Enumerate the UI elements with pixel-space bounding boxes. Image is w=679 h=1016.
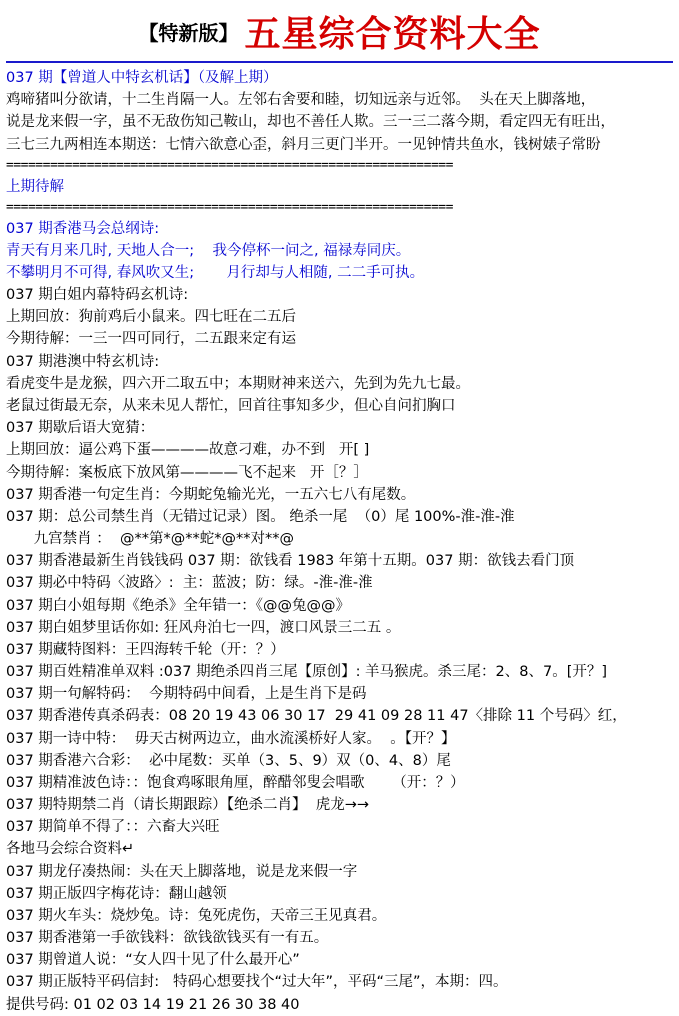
text-line: 037 期香港马会总纲诗:	[6, 220, 160, 237]
text-line: 037 期火车头：烧炒兔。诗：兔死虎伤，天帝三王见真君。	[6, 907, 387, 924]
text-line: 今期待解：一三一四可同行，二五跟来定有运	[6, 331, 296, 348]
page-header	[0, 0, 679, 59]
text-line: 九宫禁肖 ： @**第*@**蛇*@**对**@	[6, 531, 294, 548]
text-line: 037 期龙仔凑热闹：头在天上脚落地，说是龙来假一字	[6, 863, 358, 880]
text-line: 037 期【曾道人中特玄机话】（及解上期）	[6, 70, 278, 86]
header-divider	[6, 61, 673, 63]
text-line: 上期回放：逼公鸡下蛋————故意刁难，办不到 开[ ]	[6, 442, 370, 459]
text-line: 老鼠过街最无奈，从来未见人帮忙，回首往事知多少，但心自问扪胸口	[6, 397, 456, 414]
text-line: 037 期歇后语大宽猜：	[6, 420, 155, 437]
text-line: 上期回放：狗前鸡后小鼠来。四七旺在二五后	[6, 309, 296, 326]
text-line: 说是龙来假一字，虽不无敌伤知己鞍山，却也不善任人欺。三一三二落今期，看定四无有旺出，	[6, 114, 615, 131]
text-line: 037 期港澳中特玄机诗:	[6, 353, 160, 370]
separator-line: =============================================================	[6, 157, 453, 173]
text-line: 037 期藏特图料：王四海转千轮（开：？）	[6, 641, 285, 658]
text-line: 037 期正版四字梅花诗：翻山越领	[6, 885, 227, 902]
text-line: 037 期百姓精准单双料 :037 期绝杀四肖三尾【原创】: 羊马猴虎。杀三尾：2、8、7。[开？]	[6, 664, 608, 681]
text-line: 提供号码: 01 02 03 14 19 21 26 30 38 40	[6, 996, 300, 1013]
separator-line: =============================================================	[6, 199, 453, 215]
text-line: 青天有月来几时, 天地人合一; 我今停杯一问之, 福禄寿同庆。	[6, 242, 411, 259]
text-line: 鸡啼猪叫分欲请，十二生肖隔一人。左邻右舍要和睦，切知远亲与近邻。 头在天上脚落地，	[6, 92, 596, 109]
text-line: 037 期一句解特码： 今期特码中间看，上是生肖下是码	[6, 686, 367, 703]
text-line: 037 期：总公司禁生肖（无错过记录）图。 绝杀一尾 （0）尾 100%-淮-淮-淮	[6, 508, 515, 525]
text-line: 037 期香港第一手欲钱料：欲钱欲钱买有一有五。	[6, 930, 329, 947]
text-line: 037 期香港六合彩： 必中尾数：买单（3、5、9）双（0、4、8）尾	[6, 752, 451, 769]
text-line: 037 期精准波色诗：：饱食鸡啄眼角厘，醉醋邻叟会唱歌 （开：？）	[6, 774, 465, 791]
text-line: 各地马会综合资料↵	[6, 841, 135, 858]
text-line: 037 期简单不得了：：六畜大兴旺	[6, 819, 220, 836]
text-line: 今期待解：案板底下放风第————飞不起来 开［？］	[6, 464, 368, 481]
text-line: 037 期白姐内幕特码玄机诗:	[6, 287, 189, 304]
text-line: 037 期必中特码〈波路〉: 主：蓝波；防：绿。-淮-淮-淮	[6, 575, 373, 592]
text-line: 上期待解	[6, 178, 64, 195]
text-line: 037 期白姐梦里话你如: 狂风舟泊七一四，渡口风景三二五 。	[6, 619, 401, 636]
text-line: 037 期白小姐每期《绝杀》全年错一：《@@兔@@》	[6, 597, 351, 614]
text-line: 037 期香港传真杀码表：08 20 19 43 06 30 17 29 41 09 28 11 47〈排除 11 个号码〉红，	[6, 708, 627, 725]
text-line: 不攀明月不可得, 春风吹又生; 月行却与人相随, 二二手可执。	[6, 264, 425, 281]
text-line: 037 期一诗中特： 毋天古树两边立，曲水流溪桥好人家。 。【开？】	[6, 730, 456, 747]
page-title: 五星综合资料大全	[244, 14, 541, 55]
text-line: 看虎变牛是龙猴，四六开二取五中；本期财神来送六，先到为先九七最。	[6, 375, 470, 392]
text-line: 037 期香港最新生肖钱钱码 037 期：欲钱看 1983 年第十五期。037 期：欲钱去看门顶	[6, 553, 575, 570]
text-line: 037 期正版特平码信封: 特码心想要找个“过大年”，平码“三尾”，本期：四。	[6, 974, 508, 991]
text-line: 037 期曾道人说：“女人四十见了什么最开心”	[6, 952, 300, 969]
header-tag: 【特新版】	[138, 21, 239, 45]
text-line: 三七三九两相连本期送：七情六欲意心歪，斜月三更门半开。一见钟情共鱼水，钱树婊子常盼	[6, 136, 601, 153]
text-line: 037 期特期禁二肖（请长期跟踪）【绝杀二肖】 虎龙→→	[6, 797, 370, 814]
text-line: 037 期香港一句定生肖：今期蛇兔输光光，一五六七八有尾数。	[6, 486, 416, 503]
document-body	[0, 67, 679, 1016]
